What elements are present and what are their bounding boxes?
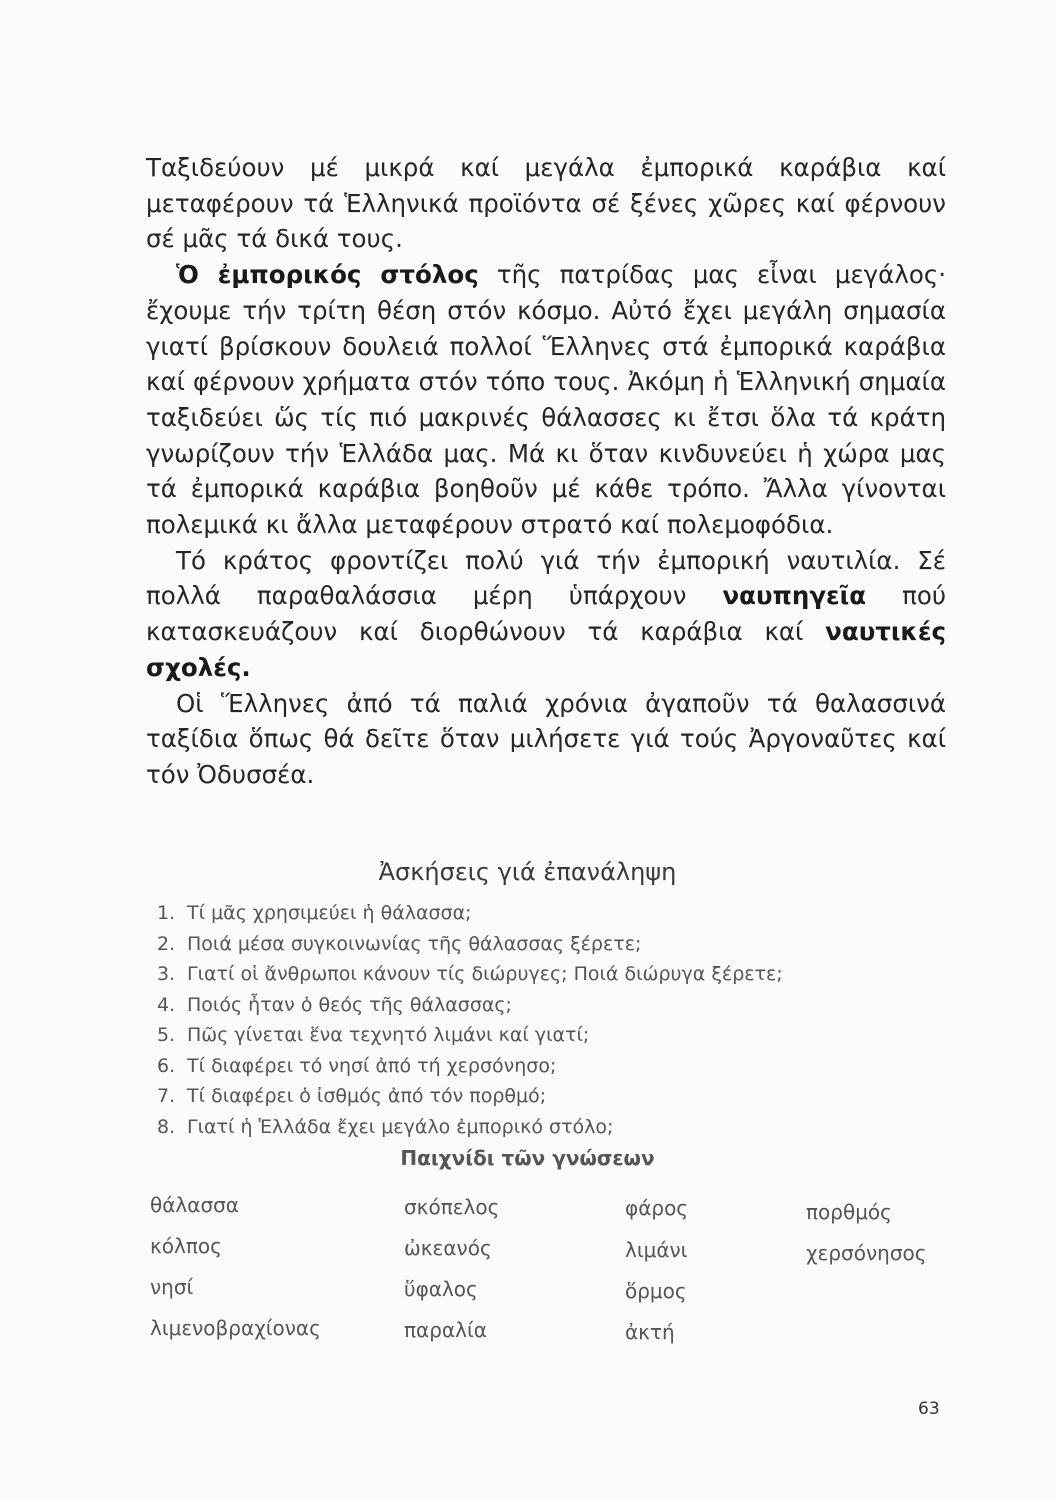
bold-term-shipyards: ναυπηγεῖα <box>722 581 867 611</box>
game-word: πορθμός <box>806 1200 892 1224</box>
question-item: 7. Τί διαφέρει ὁ ἰσθμός ἀπό τόν πορθμό; <box>157 1085 547 1107</box>
game-word: ἀκτή <box>625 1320 675 1344</box>
paragraph-2-text: τῆς πατρίδας μας εἶναι μεγάλος· ἔχουμε τήν τρίτη θέση στόν κόσμο. Αὐτό ἔχει μεγάλη σημασία γιατί βρίσκουν δουλειά πολλοί Ἕλληνες στά ἐμπορικά καράβια καί φέρνουν χρήματα στόν τόπο τους. Ἀκόμη ἡ Ἑλληνική σημαία ταξιδεύει ὥς τίς πιό μακρινές θάλασσες κι ἔτσι ὅλα τά κράτη γνωρίζουν τήν Ἑλλάδα μας. Μά κι ὅταν κινδυνεύει ἡ χώρα μας τά ἐμπορικά καράβια βοηθοῦν μέ κάθε τρόπο. Ἄλλα γίνονται πολεμικά κι ἄλλα μεταφέρουν στρατό καί πολεμοφόδια. <box>146 260 946 540</box>
game-word: ὠκεανός <box>404 1236 492 1260</box>
game-word: νησί <box>150 1275 194 1299</box>
paragraph-3 <box>146 543 946 686</box>
game-word: ὕφαλος <box>404 1277 478 1301</box>
game-word: λιμάνι <box>625 1238 688 1262</box>
game-word: φάρος <box>625 1196 689 1220</box>
question-item: 1. Τί μᾶς χρησιμεύει ἡ θάλασσα; <box>157 902 472 924</box>
game-word: θάλασσα <box>150 1193 239 1217</box>
paragraph-4: Οἱ Ἕλληνες ἀπό τά παλιά χρόνια ἀγαποῦν τά θαλασσινά ταξίδια ὅπως θά δεῖτε ὅταν μιλήσετε γιά τούς Ἀργοναῦτες καί τόν Ὀδυσσέα. <box>146 688 946 789</box>
exercise-questions <box>157 898 917 1142</box>
question-item: 8. Γιατί ἡ Ἑλλάδα ἔχει μεγάλο ἐμπορικό στόλο; <box>157 1115 614 1138</box>
question-item: 5. Πῶς γίνεται ἕνα τεχνητό λιμάνι καί γιατί; <box>157 1024 590 1046</box>
question-item: 4. Ποιός ἦταν ὁ θεός τῆς θάλασσας; <box>157 993 512 1016</box>
game-word: κόλπος <box>150 1234 222 1258</box>
paragraph-3-text-b: πού κατασκευάζουν καί διορθώνουν τά καράβια καί <box>146 581 946 647</box>
question-item: 6. Τί διαφέρει τό νησί ἀπό τή χερσόνησο; <box>157 1054 557 1077</box>
paragraph-1: Ταξιδεύουν μέ μικρά καί μεγάλα ἐμπορικά καράβια καί μεταφέρουν τά Ἑλληνικά προϊόντα σέ ξένες χῶρες καί φέρνουν σέ μᾶς τά δικά τους. <box>146 153 946 254</box>
exercises-title: Ἀσκήσεις γιά ἐπανάληψη <box>378 858 677 886</box>
game-word: παραλία <box>404 1318 487 1342</box>
page-number: 63 <box>918 1399 940 1419</box>
bold-term-naval-schools: ναυτικές σχολές. <box>146 617 946 682</box>
paragraph-2 <box>146 257 946 543</box>
knowledge-game-title: Παιχνίδι τῶν γνώσεων <box>400 1146 655 1170</box>
question-item: 2. Ποιά μέσα συγκοινωνίας τῆς θάλασσας ξέρετε; <box>157 932 642 955</box>
paragraph-3-text-a: Τό κράτος φροντίζει πολύ γιά τήν ἐμπορική ναυτιλία. Σέ πολλά παραθαλάσσια μέρη ὑπάρχουν <box>146 545 946 611</box>
bold-term-merchant-fleet: Ὁ ἐμπορικός στόλος <box>176 260 479 290</box>
game-word: χερσόνησος <box>806 1241 927 1265</box>
game-word: ὅρμος <box>625 1279 687 1303</box>
main-text <box>146 150 946 793</box>
game-word: σκόπελος <box>404 1195 500 1219</box>
question-item: 3. Γιατί οἱ ἄνθρωποι κάνουν τίς διώρυγες; Ποιά διώρυγα ξέρετε; <box>157 963 783 985</box>
game-word: λιμενοβραχίονας <box>150 1316 321 1340</box>
